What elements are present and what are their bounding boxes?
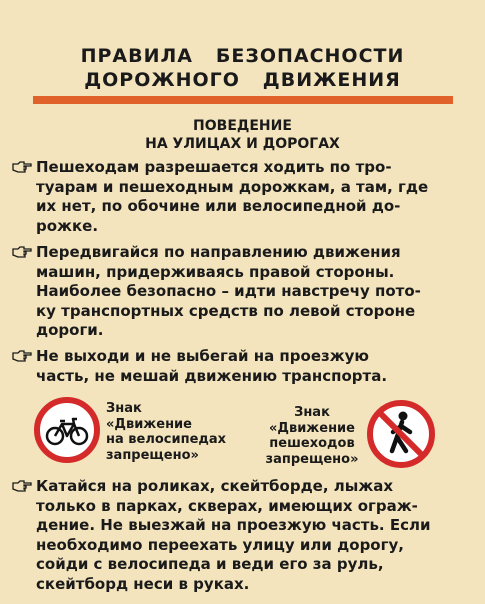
bicycle-sign-line-2: «Движение — [106, 416, 192, 432]
rule-2-line-1: Передвигайся по направлению движения — [36, 243, 401, 261]
rule-1-line-2: туарам и пешеходным дорожкам, а там, где — [36, 177, 429, 196]
rule-2-line-3: Наиболее безопасно – идти навстречу пото- — [36, 282, 421, 300]
rule-2-line-2: машин, придерживаясь правой стороны. — [36, 262, 395, 281]
pedestrian-sign-line-2: «Движение — [269, 420, 355, 436]
pedestrian-sign-line-3: пешеходов — [269, 436, 355, 451]
pointing-hand-icon — [12, 161, 32, 173]
section-heading — [0, 117, 485, 153]
road-signs — [0, 395, 485, 475]
rule-4-line-6: скейтборд неси в руках. — [36, 574, 250, 593]
title-line-1: ПРАВИЛА БЕЗОПАСНОСТИ — [80, 45, 405, 67]
subtitle-line-2: НА УЛИЦАХ И ДОРОГАХ — [145, 136, 340, 152]
pedestrian-sign-line-1: Знак — [294, 405, 330, 420]
pointing-hand-icon — [12, 350, 32, 362]
rule-4-line-4: необходимо переехать улицу или дорогу, — [36, 535, 404, 554]
rule-3-line-1: Не выходи и не выбегай на проезжую — [36, 347, 370, 365]
subtitle-line-1: ПОВЕДЕНИЕ — [193, 118, 292, 134]
pedestrian-sign-caption — [262, 405, 362, 467]
pointing-hand-icon — [12, 480, 32, 492]
rule-paragraph-4 — [12, 477, 472, 594]
page-title — [0, 44, 485, 92]
rule-2-line-4: ку транспортных средств по левой стороне — [36, 301, 416, 320]
rule-paragraph-3 — [12, 347, 472, 386]
rule-4-line-5: сойди с велосипеда и веди его за руль, — [36, 555, 384, 573]
rule-4-line-2: только в парках, скверах, имеющих ограж- — [36, 496, 418, 515]
rule-1-line-1: Пешеходам разрешается ходить по тро- — [36, 158, 392, 176]
bicycle-sign-line-1: Знак — [106, 401, 142, 416]
rule-3-line-2: часть, не мешай движению транспорта. — [36, 366, 388, 385]
accent-divider — [33, 96, 453, 104]
rule-1-line-4: рожке. — [36, 216, 99, 235]
rule-1-line-3: их нет, по обочине или велосипедной до- — [36, 197, 401, 215]
rule-paragraph-2 — [12, 243, 472, 341]
rule-paragraph-1 — [12, 158, 472, 236]
rule-2-line-5: дороги. — [36, 321, 104, 339]
title-line-2: ДОРОЖНОГО ДВИЖЕНИЯ — [84, 69, 401, 91]
bicycle-prohibited-sign-icon — [34, 397, 100, 463]
rule-4-line-3: дение. Не выезжай на проезжую часть. Если — [36, 516, 431, 534]
pedestrian-sign-line-4: запрещено» — [265, 451, 359, 467]
pointing-hand-icon — [12, 246, 32, 258]
pedestrian-prohibited-sign-icon — [366, 399, 436, 469]
bicycle-sign-line-4: запрещено» — [106, 447, 199, 463]
bicycle-sign-line-3: на велосипедах — [106, 432, 227, 447]
rule-4-line-1: Катайся на роликах, скейтборде, лыжах — [36, 477, 394, 495]
bicycle-sign-caption — [106, 401, 226, 463]
